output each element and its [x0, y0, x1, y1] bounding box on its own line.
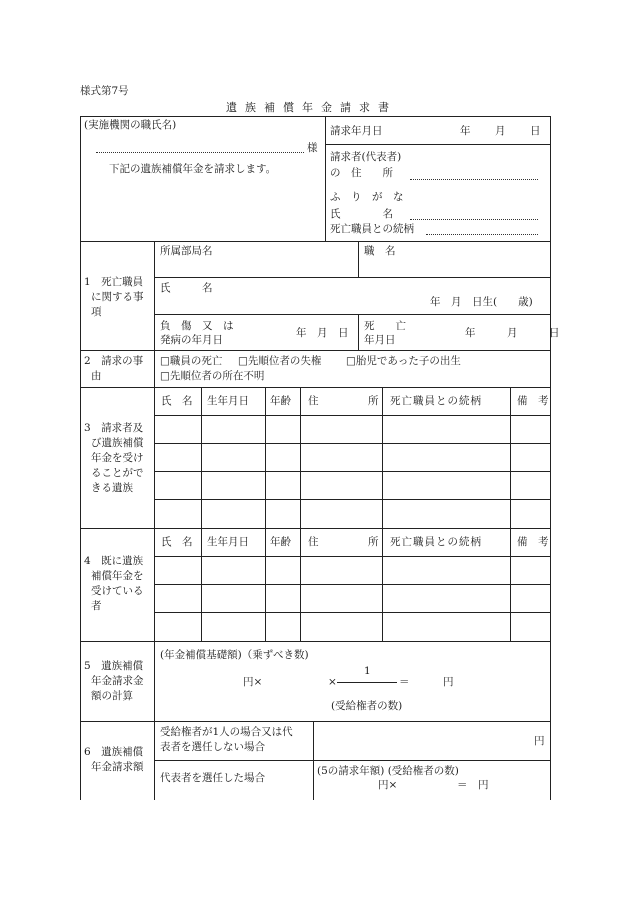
request-day: 日 — [530, 125, 541, 137]
col-birth-4: 生年月日 — [207, 536, 249, 548]
calc-yen-times: 円× — [243, 676, 263, 688]
sec2-heading-1: 2 請求の事 — [84, 355, 144, 367]
agency-name-field[interactable] — [96, 152, 304, 153]
birth-text: 年 月 日生( 歳) — [430, 296, 533, 308]
single-label-2: 表者を選任しない場合 — [160, 741, 265, 753]
claimant-name-field[interactable] — [410, 219, 538, 220]
single-label-1: 受給権者が1人の場合又は代 — [160, 726, 293, 738]
sec5-heading-2: 年金請求金 — [91, 675, 144, 687]
rep-label: 代表者を選任した場合 — [160, 772, 265, 784]
reason-option-death[interactable]: □職員の死亡 — [160, 355, 223, 367]
col-birth: 生年月日 — [207, 395, 249, 407]
col-relation-4: 死亡職員との続柄 — [390, 536, 482, 548]
sec3-heading-1: 3 請求者及 — [84, 422, 144, 434]
reason-option-birth[interactable]: □胎児であった子の出生 — [346, 355, 461, 367]
furigana-label: ふ り が な — [330, 191, 404, 203]
request-month: 月 — [495, 125, 506, 137]
calc-yen: 円 — [443, 676, 454, 688]
sec4-heading-2: 補償年金を — [91, 570, 144, 582]
request-date-label: 請求年月日 — [330, 125, 383, 137]
claimant-address-field[interactable] — [410, 179, 538, 180]
sec4-heading-1: 4 既に遺族 — [84, 555, 144, 567]
claimant-label: 請求者(代表者) — [330, 151, 402, 163]
claimant-name-label: 氏 名 — [330, 208, 393, 220]
request-sentence: 下記の遺族補償年金を請求します。 — [109, 163, 277, 175]
death-label-2: 年月日 — [364, 334, 396, 346]
reason-option-forfeit[interactable]: □先順位者の失権 — [238, 355, 322, 367]
sama-label: 様 — [307, 142, 318, 154]
calc-denominator: (受給権者の数) — [331, 700, 403, 712]
col-age: 年齢 — [270, 395, 291, 407]
col-address-2: 所 — [368, 395, 379, 407]
page-title: 遺族補償年金請求書 — [226, 101, 397, 114]
sec3-heading-5: きる遺族 — [91, 482, 133, 494]
form-number: 様式第7号 — [80, 85, 129, 97]
sec5-heading-1: 5 遺族補償 — [84, 660, 144, 672]
sec4-heading-4: 者 — [91, 600, 102, 612]
col-address-1-4: 住 — [308, 536, 319, 548]
job-label: 職 名 — [364, 245, 396, 257]
col-remarks-4: 備 考 — [517, 536, 549, 548]
sec3-heading-4: ることがで — [91, 467, 144, 479]
request-year: 年 — [460, 125, 471, 137]
relation-field[interactable] — [426, 234, 538, 235]
injury-label-2: 発病の年月日 — [160, 334, 223, 346]
col-remarks: 備 考 — [517, 395, 549, 407]
col-address-1: 住 — [308, 395, 319, 407]
col-address-2-4: 所 — [368, 536, 379, 548]
rep-top: (5の請求年額) (受給権者の数) — [317, 765, 459, 777]
sec1-heading-2: に関する事 — [91, 291, 144, 303]
sec4-heading-3: 受けている — [91, 585, 144, 597]
calc-times: × — [328, 676, 337, 688]
col-name-4: 氏 名 — [161, 536, 193, 548]
sec1-heading-1: 1 死亡職員 — [84, 276, 144, 288]
rep-equals: ＝ 円 — [457, 779, 489, 791]
dept-label: 所属部局名 — [160, 245, 213, 257]
claimant-address-label: の 住 所 — [330, 167, 393, 179]
calc-fraction-bar — [337, 682, 397, 683]
agency-label: (実施機関の職氏名) — [84, 119, 177, 131]
single-yen: 円 — [534, 735, 545, 747]
col-name: 氏 名 — [161, 395, 193, 407]
calc-top-text: (年金補償基礎額)（乗ずべき数) — [160, 649, 309, 661]
sec2-heading-2: 由 — [91, 370, 102, 382]
death-label-1: 死 亡 — [364, 320, 406, 332]
injury-date: 年 月 日 — [296, 327, 349, 339]
col-age-4: 年齢 — [270, 536, 291, 548]
reason-option-missing[interactable]: □先順位者の所在不明 — [160, 370, 265, 382]
sec3-heading-3: 年金を受け — [91, 452, 144, 464]
sec6-heading-1: 6 遺族補償 — [84, 746, 144, 758]
calc-equals: ＝ — [399, 676, 410, 688]
deceased-name-label: 氏 名 — [160, 282, 213, 294]
sec5-heading-3: 額の計算 — [91, 690, 133, 702]
sec1-heading-3: 項 — [91, 306, 102, 318]
death-date: 年 月 日 — [465, 327, 560, 339]
sec6-heading-2: 年金請求額 — [91, 761, 144, 773]
relation-label: 死亡職員との続柄 — [330, 223, 414, 235]
injury-label-1: 負 傷 又 は — [160, 320, 234, 332]
calc-numerator: 1 — [364, 665, 371, 677]
sec3-heading-2: び遺族補償 — [91, 437, 144, 449]
rep-yen-times: 円× — [378, 779, 398, 791]
col-relation: 死亡職員との続柄 — [390, 395, 482, 407]
